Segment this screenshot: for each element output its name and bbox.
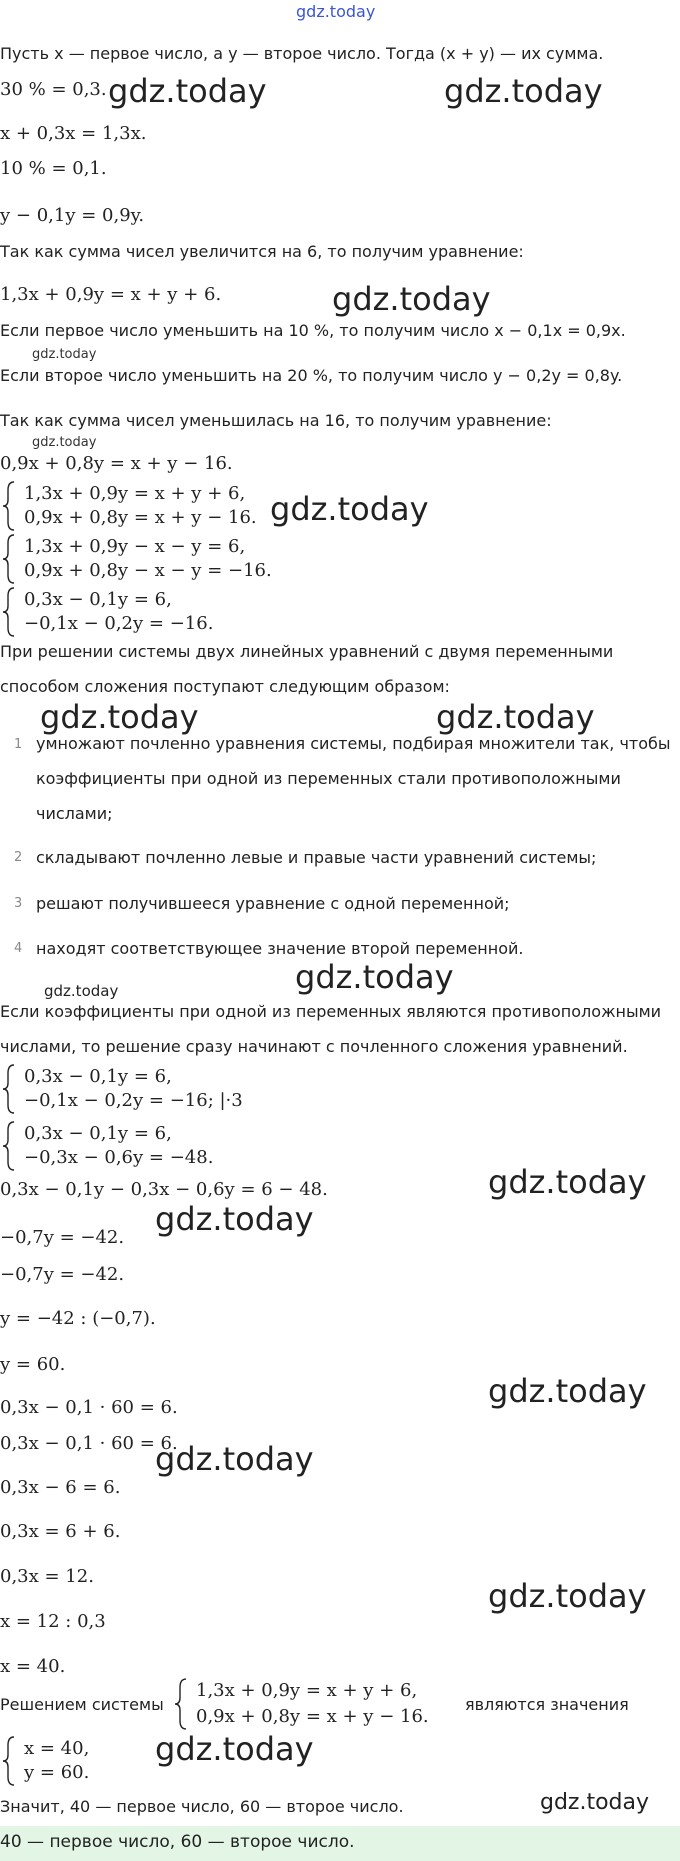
text-line: Так как сумма чисел уменьшилась на 16, то получим уравнение: [0, 411, 552, 430]
list-item: решают получившееся уравнение с одной переменной; [36, 894, 510, 913]
watermark: gdz.today [488, 1577, 647, 1615]
formula-line: 0,3x − 0,1 · 60 = 6. [0, 1433, 178, 1454]
brace-icon [0, 1063, 18, 1115]
list-item: коэффициенты при одной из переменных стали противоположными [36, 769, 621, 788]
system-row: −0,3x − 0,6y = −48. [24, 1147, 214, 1168]
system-row: 1,3x + 0,9y − x − y = 6, [24, 536, 246, 557]
list-item: умножают почленно уравнения системы, подбирая множители так, чтобы [36, 734, 671, 753]
brace-icon [172, 1677, 190, 1731]
system-row: 1,3x + 0,9y = x + y + 6, [24, 483, 246, 504]
formula-line: 0,3x = 6 + 6. [0, 1521, 121, 1542]
equation-system [172, 1677, 452, 1731]
watermark: gdz.today [32, 347, 97, 362]
text-line: Если второе число уменьшить на 20 %, то получим число y − 0,2y = 0,8y. [0, 366, 623, 385]
formula-line: x = 12 : 0,3 [0, 1611, 106, 1632]
watermark: gdz.today [44, 982, 119, 1000]
system-row: 0,3x − 0,1y = 6, [24, 1123, 172, 1144]
text-line: Если первое число уменьшить на 10 %, то получим число x − 0,1x = 0,9x. [0, 321, 626, 340]
formula-line: y = −42 : (−0,7). [0, 1308, 156, 1329]
watermark: gdz.today [155, 1440, 314, 1478]
watermark: gdz.today [270, 490, 429, 528]
formula-line: 0,3x − 0,1y − 0,3x − 0,6y = 6 − 48. [0, 1179, 328, 1200]
system-row: 0,3x − 0,1y = 6, [24, 1066, 172, 1087]
step-number: 3 [14, 896, 23, 911]
watermark-top: gdz.today [296, 2, 376, 21]
list-item: складывают почленно левые и правые части уравнений системы; [36, 848, 597, 867]
brace-icon [0, 1120, 18, 1172]
watermark: gdz.today [155, 1730, 314, 1768]
equation-system [0, 1735, 160, 1787]
formula-line: x = 40. [0, 1656, 66, 1677]
formula-line: 1,3x + 0,9y = x + y + 6. [0, 284, 222, 305]
formula-line: 0,3x − 6 = 6. [0, 1477, 121, 1498]
formula-line: −0,7y = −42. [0, 1264, 125, 1285]
text-line: При решении системы двух линейных уравнений с двумя переменными [0, 642, 614, 661]
equation-system [0, 1120, 300, 1172]
text-line: Решением системы [0, 1695, 164, 1714]
system-row: −0,1x − 0,2y = −16; |·3 [24, 1090, 243, 1111]
watermark: gdz.today [540, 1790, 650, 1815]
step-number: 4 [14, 941, 23, 956]
answer-text: 40 — первое число, 60 — второе число. [0, 1832, 355, 1852]
watermark: gdz.today [32, 435, 97, 450]
text-line: Значит, 40 — первое число, 60 — второе число. [0, 1797, 404, 1816]
watermark: gdz.today [436, 698, 595, 736]
formula-line: 30 % = 0,3. [0, 79, 107, 100]
answer-block [0, 1826, 680, 1861]
system-row: −0,1x − 0,2y = −16. [24, 613, 214, 634]
equation-system [0, 480, 300, 532]
watermark: gdz.today [488, 1372, 647, 1410]
watermark: gdz.today [444, 72, 603, 110]
brace-icon [0, 480, 18, 532]
step-number: 2 [14, 850, 23, 865]
formula-line: −0,7y = −42. [0, 1227, 125, 1248]
system-row: y = 60. [24, 1762, 90, 1783]
text-line: способом сложения поступают следующим образом: [0, 677, 450, 696]
step-number: 1 [14, 737, 23, 752]
system-row: 0,9x + 0,8y − x − y = −16. [24, 560, 272, 581]
system-row: 0,3x − 0,1y = 6, [24, 589, 172, 610]
watermark: gdz.today [40, 698, 199, 736]
formula-line: 0,9x + 0,8y = x + y − 16. [0, 453, 233, 474]
brace-icon [0, 1735, 18, 1787]
text-line: Так как сумма чисел увеличится на 6, то получим уравнение: [0, 242, 524, 261]
brace-icon [0, 533, 18, 585]
system-row: 1,3x + 0,9y = x + y + 6, [196, 1680, 418, 1701]
watermark: gdz.today [108, 72, 267, 110]
list-item: числами; [36, 804, 113, 823]
text-line: числами, то решение сразу начинают с почленного сложения уравнений. [0, 1037, 628, 1056]
watermark: gdz.today [332, 280, 491, 318]
watermark: gdz.today [488, 1163, 647, 1201]
equation-system [0, 586, 300, 638]
text-line: Пусть x — первое число, а y — второе число. Тогда (x + y) — их сумма. [0, 44, 604, 63]
formula-line: 0,3x = 12. [0, 1566, 94, 1587]
system-row: 0,9x + 0,8y = x + y − 16. [24, 507, 257, 528]
text-line: Если коэффициенты при одной из переменных являются противоположными [0, 1002, 662, 1021]
system-row: x = 40, [24, 1738, 90, 1759]
equation-system [0, 533, 300, 585]
text-line: являются значения [465, 1695, 629, 1714]
formula-line: 0,3x − 0,1 · 60 = 6. [0, 1397, 178, 1418]
watermark: gdz.today [155, 1200, 314, 1238]
list-item: находят соответствующее значение второй переменной. [36, 939, 524, 958]
brace-icon [0, 586, 18, 638]
watermark: gdz.today [295, 958, 454, 996]
formula-line: 10 % = 0,1. [0, 158, 107, 179]
equation-system [0, 1063, 320, 1115]
system-row: 0,9x + 0,8y = x + y − 16. [196, 1706, 429, 1727]
formula-line: y − 0,1y = 0,9y. [0, 205, 145, 226]
formula-line: y = 60. [0, 1354, 66, 1375]
formula-line: x + 0,3x = 1,3x. [0, 123, 147, 144]
